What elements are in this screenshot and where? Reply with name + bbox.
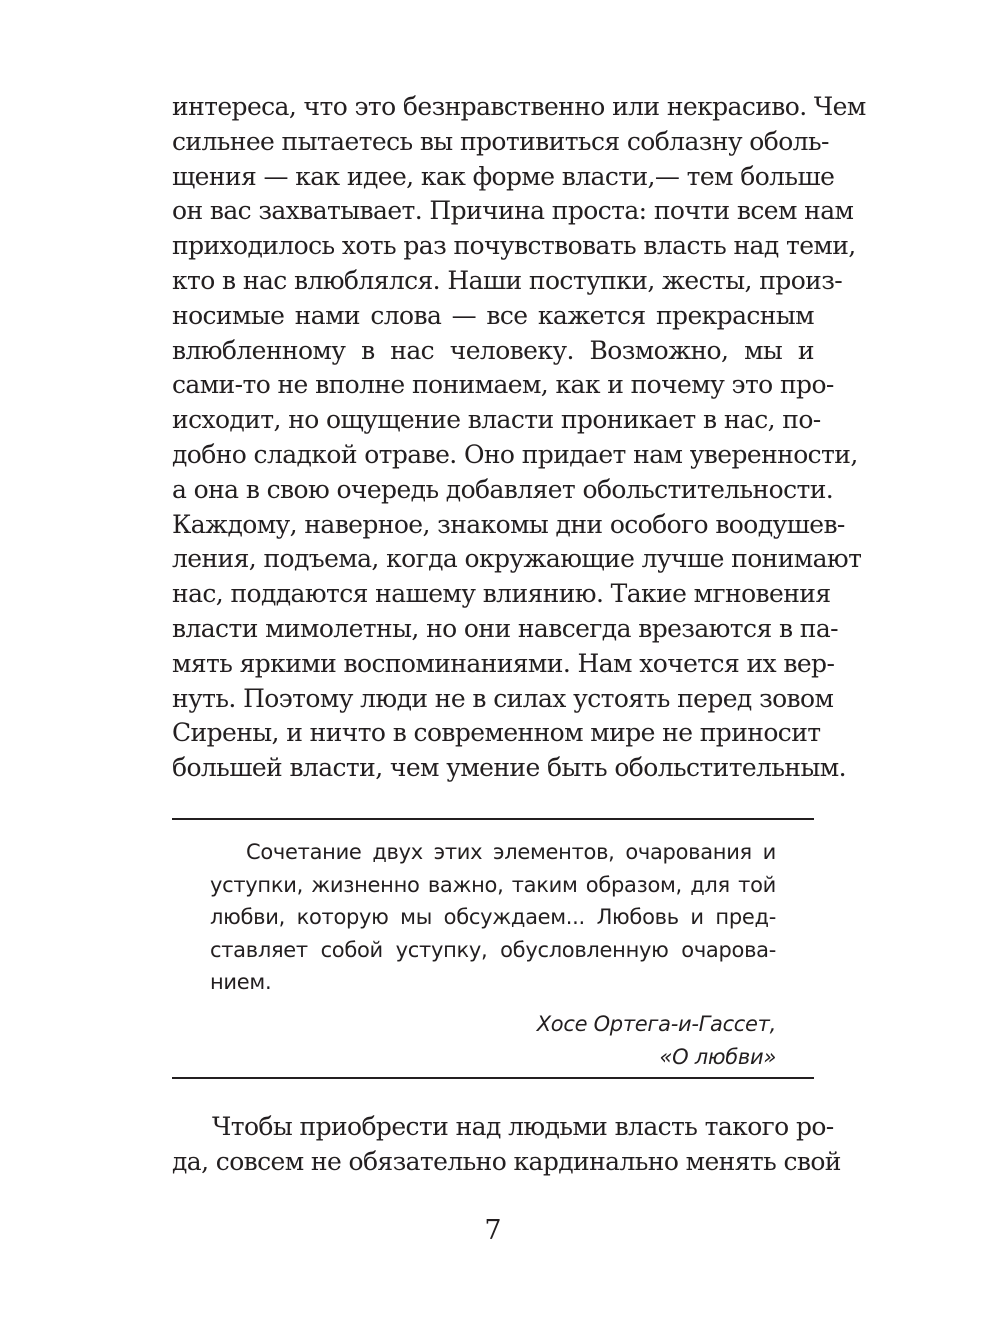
- text-line: приходилось хоть раз почувствовать власть над теми,: [172, 231, 856, 261]
- text-line: Сирены, и ничто в современном мире не приносит: [172, 718, 821, 748]
- text-line: большей власти, чем умение быть обольстительным.: [172, 753, 846, 783]
- text-line: интереса, что это безнравственно или некрасиво. Чем: [172, 92, 866, 121]
- quote-line: уступки, жизненно важно, таким образом, для той: [210, 872, 776, 897]
- text-line: да, совсем не обязательно кардинально менять свой: [172, 1146, 841, 1176]
- text-line: сильнее пытаетесь вы противиться соблазну оболь-: [172, 126, 829, 156]
- text-line: добно сладкой отраве. Оно придает нам уверенности,: [172, 439, 858, 469]
- text-line: а она в свою очередь добавляет обольстительности.: [172, 474, 834, 504]
- text-line: Каждому, наверное, знакомы дни особого воодушев-: [172, 509, 845, 539]
- text-line: власти мимолетны, но они навсегда врезаются в па-: [172, 613, 838, 643]
- text-line: ления, подъема, когда окружающие лучше понимают: [172, 544, 862, 574]
- text-line: мять яркими воспоминаниями. Нам хочется их вер-: [172, 648, 835, 678]
- text-line: щения — как идее, как форме власти,— тем больше: [172, 161, 835, 191]
- epigraph-source: «О любви»: [659, 1045, 776, 1069]
- quote-line: любви, которую мы обсуждаем... Любовь и пред-: [210, 905, 776, 930]
- epigraph-attribution: [537, 1008, 776, 1074]
- text-line: сами-то не вполне понимаем, как и почему это про-: [172, 370, 834, 400]
- main-paragraph: [172, 90, 866, 786]
- text-line: он вас захватывает. Причина проста: почти всем нам: [172, 196, 854, 226]
- text-line: нуть. Поэтому люди не в силах устоять перед зовом: [172, 683, 834, 713]
- epigraph-author: Хосе Ортега-и-Гассет,: [536, 1012, 776, 1036]
- text-line: носимые нами слова — все кажется прекрасным: [172, 300, 814, 330]
- text-line: исходит, но ощущение власти проникает в нас, по-: [172, 405, 821, 435]
- quote-line: Сочетание двух этих элементов, очарования и: [246, 840, 776, 864]
- closing-paragraph: [172, 1110, 841, 1180]
- epigraph-top-rule: [172, 818, 814, 820]
- epigraph-quote: [210, 836, 776, 999]
- quote-line: ставляет собой уступку, обусловленную очарова-: [210, 937, 776, 962]
- quote-line: нием.: [210, 970, 272, 995]
- text-line: нас, поддаются нашему влиянию. Такие мгновения: [172, 579, 831, 609]
- text-line: Чтобы приобрести над людьми власть такого ро-: [212, 1112, 834, 1141]
- epigraph-bottom-rule: [172, 1077, 814, 1079]
- text-line: кто в нас влюблялся. Наши поступки, жесты, произ-: [172, 265, 843, 295]
- text-line: влюбленному в нас человеку. Возможно, мы и: [172, 335, 814, 365]
- page-number: 7: [484, 1215, 502, 1246]
